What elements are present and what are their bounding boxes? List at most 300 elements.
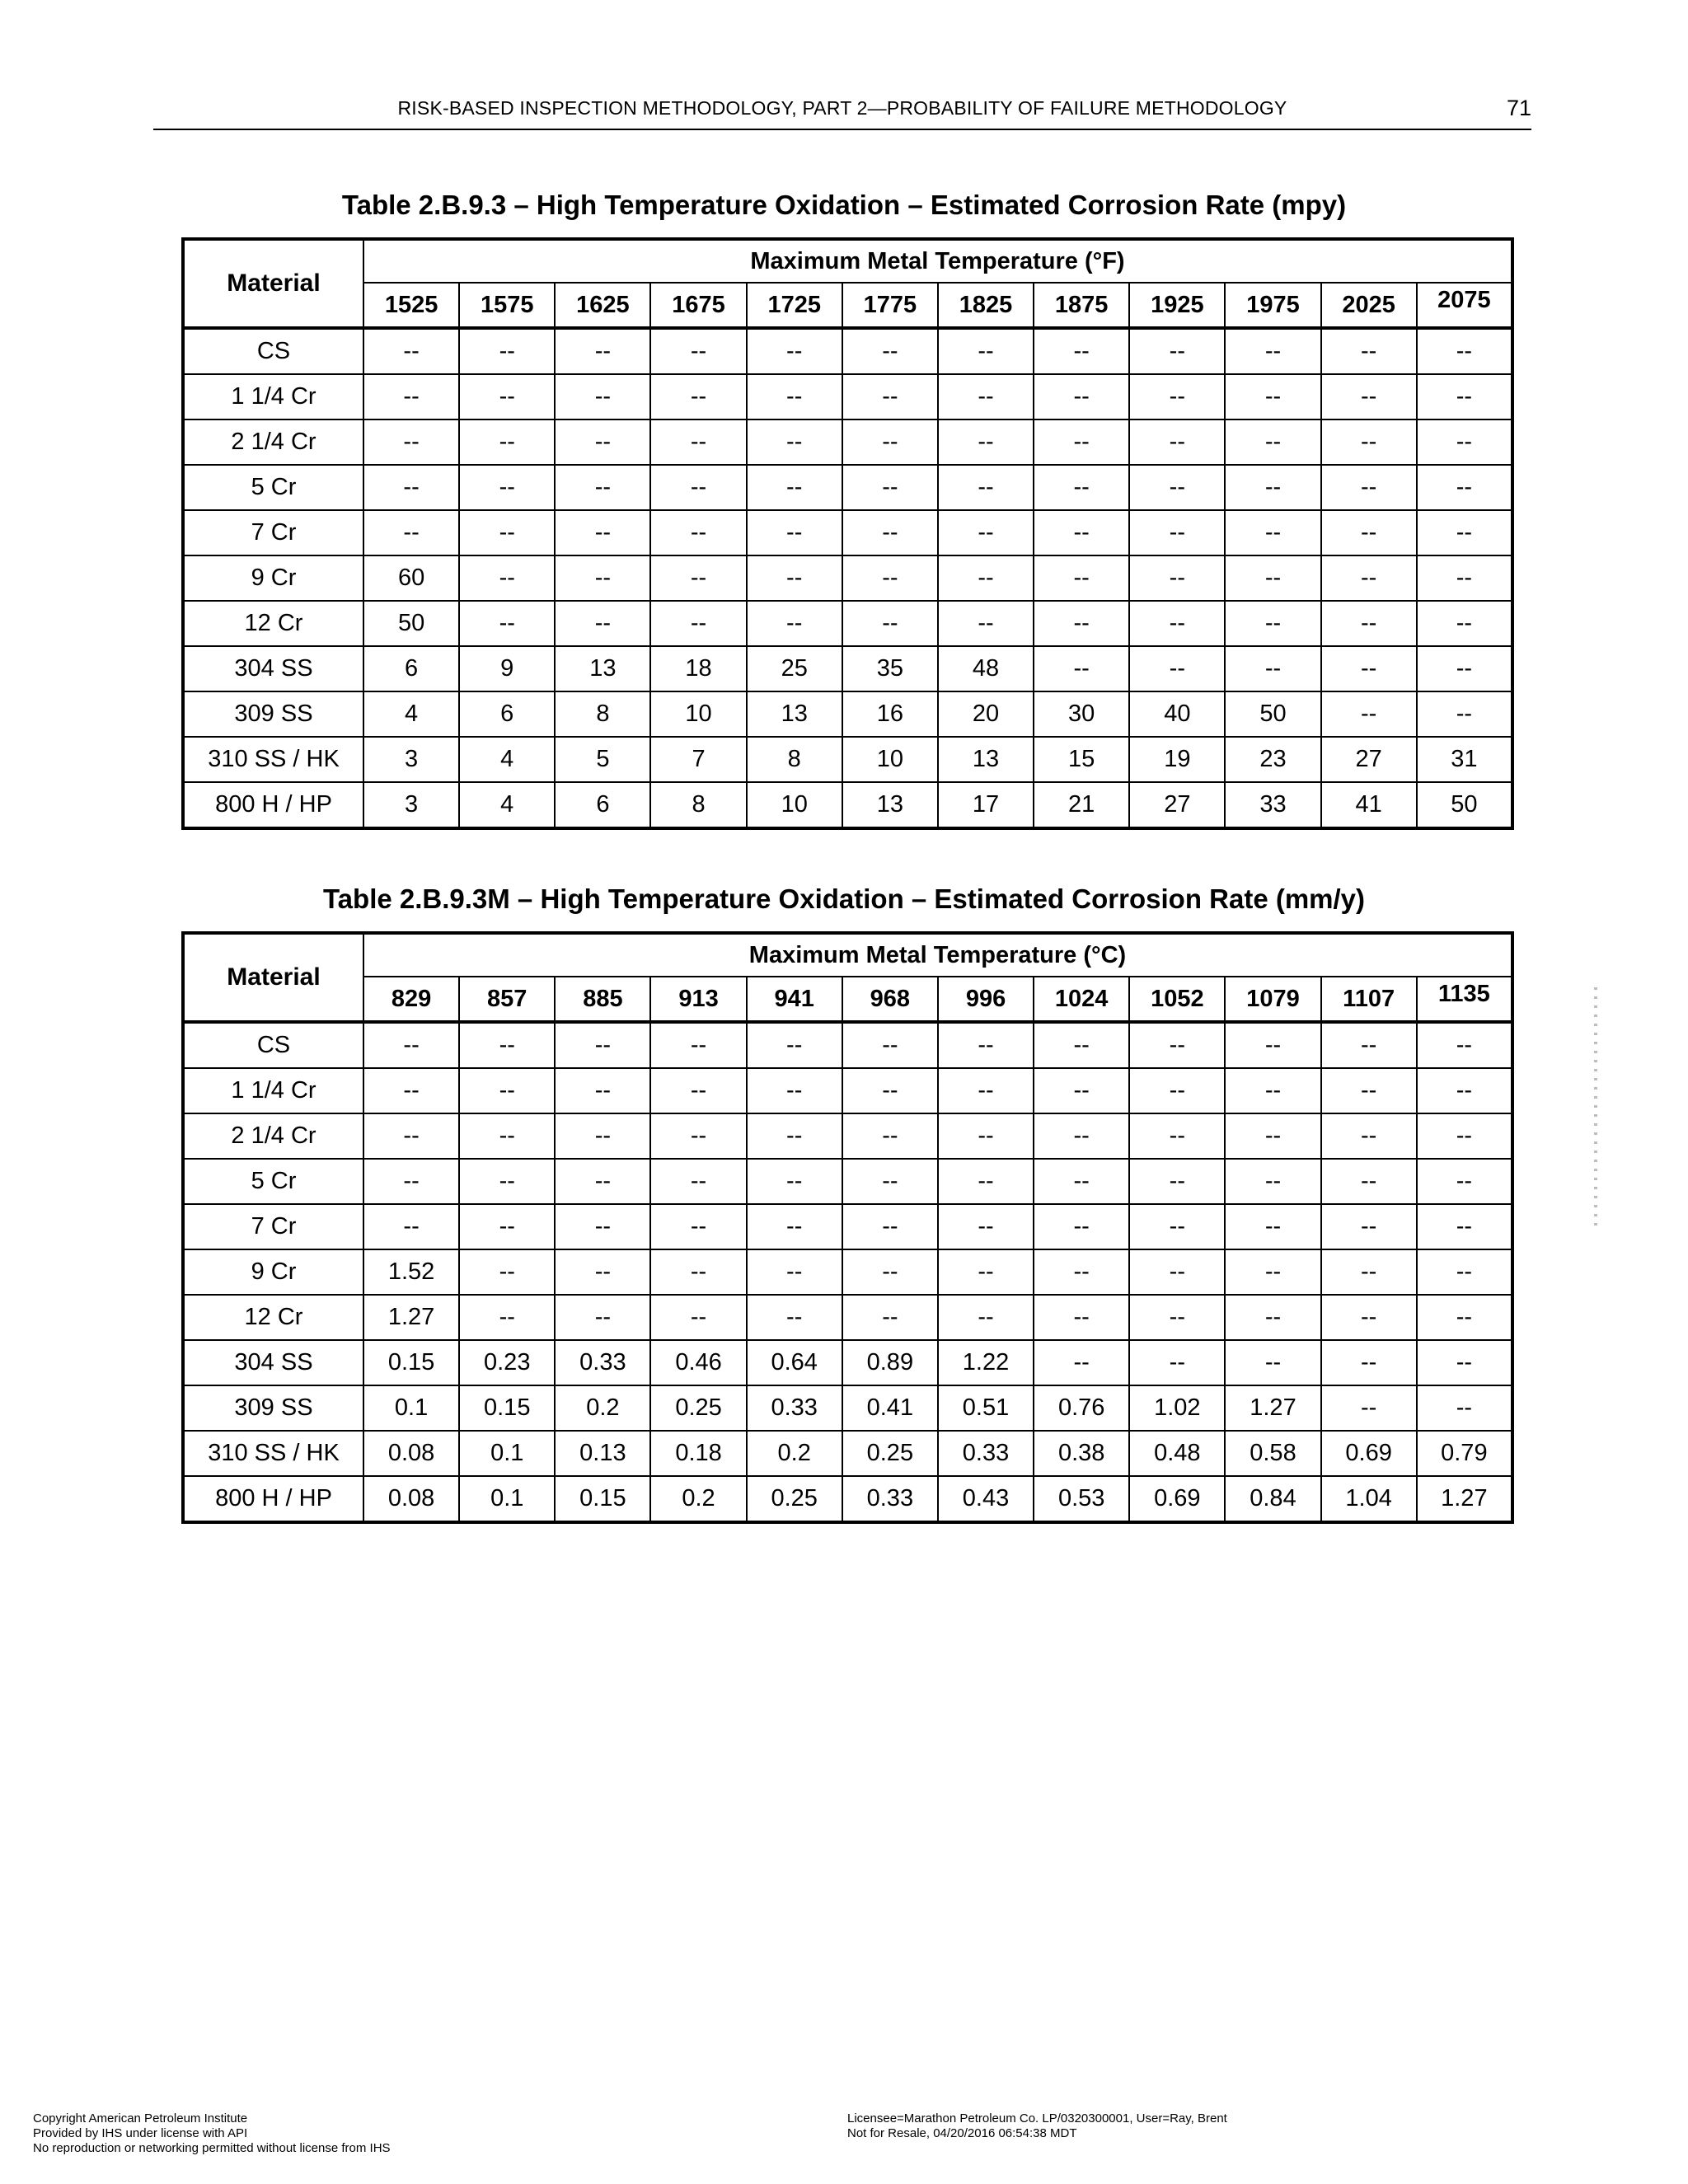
rate-cell: 13 <box>747 691 842 737</box>
temperature-header: 2075 <box>1417 283 1512 328</box>
rate-cell: 5 <box>555 737 650 782</box>
temperature-header: 1975 <box>1225 283 1320 328</box>
material-cell: 309 SS <box>183 1385 363 1431</box>
rate-cell: -- <box>1321 1340 1417 1385</box>
rate-cell: 1.27 <box>363 1295 459 1340</box>
rate-cell: -- <box>1321 601 1417 646</box>
rate-cell: -- <box>1034 646 1129 691</box>
rate-cell: -- <box>459 510 555 555</box>
rate-cell: 6 <box>363 646 459 691</box>
rate-cell: -- <box>459 1204 555 1249</box>
rate-cell: -- <box>938 1159 1034 1204</box>
rate-cell: -- <box>363 510 459 555</box>
rate-cell: -- <box>1321 1204 1417 1249</box>
material-cell: 309 SS <box>183 691 363 737</box>
material-cell: 304 SS <box>183 646 363 691</box>
rate-cell: -- <box>1417 1249 1512 1295</box>
temperature-header: 941 <box>747 977 842 1022</box>
rate-cell: 1.27 <box>1417 1476 1512 1522</box>
material-cell: 1 1/4 Cr <box>183 1068 363 1113</box>
rate-cell: -- <box>1225 1249 1320 1295</box>
rate-cell: -- <box>1417 601 1512 646</box>
rate-cell: -- <box>938 510 1034 555</box>
rate-cell: -- <box>1129 419 1225 465</box>
rate-cell: -- <box>555 601 650 646</box>
rate-cell: 23 <box>1225 737 1320 782</box>
rate-cell: -- <box>555 419 650 465</box>
rate-cell: -- <box>1417 555 1512 601</box>
rate-cell: 0.15 <box>459 1385 555 1431</box>
rate-cell: 1.52 <box>363 1249 459 1295</box>
rate-cell: -- <box>555 1249 650 1295</box>
rate-cell: -- <box>842 555 938 601</box>
rate-cell: -- <box>1321 465 1417 510</box>
table-row <box>183 646 1512 691</box>
footer-copyright <box>33 2111 391 2156</box>
rate-cell: -- <box>842 510 938 555</box>
rate-cell: 0.08 <box>363 1476 459 1522</box>
material-cell: 5 Cr <box>183 465 363 510</box>
table-row <box>183 1476 1512 1522</box>
rate-cell: -- <box>1417 691 1512 737</box>
rate-cell: -- <box>555 1022 650 1068</box>
rate-cell: -- <box>650 555 746 601</box>
rate-cell: -- <box>1321 1249 1417 1295</box>
rate-cell: 1.02 <box>1129 1385 1225 1431</box>
rate-cell: -- <box>650 510 746 555</box>
rate-cell: -- <box>938 1068 1034 1113</box>
rate-cell: 0.51 <box>938 1385 1034 1431</box>
page-number: 71 <box>1506 96 1531 120</box>
rate-cell: 0.48 <box>1129 1431 1225 1476</box>
rate-cell: -- <box>1129 1204 1225 1249</box>
temperature-header: 885 <box>555 977 650 1022</box>
rate-cell: -- <box>938 555 1034 601</box>
temperature-header: 1575 <box>459 283 555 328</box>
rate-cell: -- <box>1321 1295 1417 1340</box>
rate-cell: -- <box>555 465 650 510</box>
rate-cell: -- <box>555 1068 650 1113</box>
rate-cell: -- <box>1129 328 1225 374</box>
rate-cell: -- <box>650 465 746 510</box>
temperature-header: 1107 <box>1321 977 1417 1022</box>
rate-cell: -- <box>1034 1295 1129 1340</box>
temperature-header: 1675 <box>650 283 746 328</box>
rate-cell: 8 <box>747 737 842 782</box>
rate-cell: -- <box>650 601 746 646</box>
rate-cell: -- <box>555 1295 650 1340</box>
rate-cell: -- <box>1129 374 1225 419</box>
rate-cell: 10 <box>650 691 746 737</box>
table-row <box>183 1113 1512 1159</box>
temperature-header: 1024 <box>1034 977 1129 1022</box>
rate-cell: -- <box>1225 510 1320 555</box>
rate-cell: -- <box>555 1159 650 1204</box>
footer-license <box>847 2111 1227 2141</box>
rate-cell: -- <box>1225 1340 1320 1385</box>
rate-cell: -- <box>1417 1204 1512 1249</box>
material-cell: CS <box>183 328 363 374</box>
rate-cell: 6 <box>459 691 555 737</box>
rate-cell: -- <box>1225 555 1320 601</box>
rate-cell: 0.53 <box>1034 1476 1129 1522</box>
rate-cell: 3 <box>363 737 459 782</box>
rate-cell: -- <box>1417 1022 1512 1068</box>
rate-cell: -- <box>1129 1340 1225 1385</box>
rate-cell: 50 <box>1417 782 1512 828</box>
rate-cell: -- <box>842 1295 938 1340</box>
rate-cell: 0.2 <box>747 1431 842 1476</box>
rate-cell: -- <box>747 1204 842 1249</box>
rate-cell: -- <box>650 328 746 374</box>
rate-cell: 0.15 <box>555 1476 650 1522</box>
rate-cell: -- <box>555 1113 650 1159</box>
footer-line: No reproduction or networking permitted without license from IHS <box>33 2141 391 2155</box>
rate-cell: -- <box>1417 419 1512 465</box>
rate-cell: -- <box>1129 646 1225 691</box>
rate-cell: 0.84 <box>1225 1476 1320 1522</box>
temperature-group-header: Maximum Metal Temperature (°C) <box>363 933 1512 977</box>
rate-cell: 0.79 <box>1417 1431 1512 1476</box>
rate-cell: -- <box>1225 1159 1320 1204</box>
rate-cell: -- <box>1034 601 1129 646</box>
rate-cell: -- <box>1417 1159 1512 1204</box>
rate-cell: -- <box>650 1113 746 1159</box>
rate-cell: -- <box>1417 510 1512 555</box>
rate-cell: -- <box>842 1204 938 1249</box>
rate-cell: -- <box>459 1249 555 1295</box>
rate-cell: -- <box>1225 374 1320 419</box>
rate-cell: 10 <box>747 782 842 828</box>
table-caption-metric: Table 2.B.9.3M – High Temperature Oxidation – Estimated Corrosion Rate (mm/y) <box>322 883 1366 914</box>
rate-cell: 50 <box>363 601 459 646</box>
temperature-header: 2025 <box>1321 283 1417 328</box>
rate-cell: -- <box>1129 465 1225 510</box>
rate-cell: -- <box>842 1249 938 1295</box>
rate-cell: -- <box>1129 1022 1225 1068</box>
rate-cell: -- <box>363 328 459 374</box>
rate-cell: -- <box>1034 419 1129 465</box>
rate-cell: -- <box>459 601 555 646</box>
rate-cell: -- <box>650 419 746 465</box>
table-caption-imperial: Table 2.B.9.3 – High Temperature Oxidation – Estimated Corrosion Rate (mpy) <box>341 190 1347 220</box>
table-row <box>183 782 1512 828</box>
rate-cell: -- <box>938 419 1034 465</box>
rate-cell: -- <box>1321 691 1417 737</box>
table-row <box>183 1385 1512 1431</box>
table-row <box>183 737 1512 782</box>
rate-cell: 0.25 <box>650 1385 746 1431</box>
material-cell: 800 H / HP <box>183 1476 363 1522</box>
rate-cell: 0.69 <box>1321 1431 1417 1476</box>
temperature-header: 1875 <box>1034 283 1129 328</box>
rate-cell: -- <box>1321 328 1417 374</box>
rate-cell: 4 <box>363 691 459 737</box>
material-cell: 2 1/4 Cr <box>183 1113 363 1159</box>
rate-cell: -- <box>747 1159 842 1204</box>
table-row <box>183 601 1512 646</box>
rate-cell: -- <box>459 1159 555 1204</box>
table-row <box>183 1159 1512 1204</box>
rate-cell: -- <box>650 1159 746 1204</box>
rate-cell: -- <box>555 1204 650 1249</box>
rate-cell: -- <box>555 374 650 419</box>
material-cell: 800 H / HP <box>183 782 363 828</box>
rate-cell: 15 <box>1034 737 1129 782</box>
rate-cell: -- <box>842 601 938 646</box>
rate-cell: -- <box>1225 601 1320 646</box>
rate-cell: -- <box>938 1113 1034 1159</box>
running-header <box>153 97 1531 130</box>
rate-cell: 40 <box>1129 691 1225 737</box>
rate-cell: 25 <box>747 646 842 691</box>
rate-cell: 27 <box>1321 737 1417 782</box>
footer-line: Licensee=Marathon Petroleum Co. LP/0320300001, User=Ray, Brent <box>847 2111 1227 2125</box>
temperature-header: 829 <box>363 977 459 1022</box>
rate-cell: 0.76 <box>1034 1385 1129 1431</box>
rate-cell: -- <box>459 465 555 510</box>
rate-cell: -- <box>1225 646 1320 691</box>
material-header: Material <box>183 933 363 1022</box>
rate-cell: -- <box>1034 465 1129 510</box>
rate-cell: -- <box>1321 1159 1417 1204</box>
rate-cell: -- <box>1034 1159 1129 1204</box>
table-row <box>183 1022 1512 1068</box>
rate-cell: -- <box>938 374 1034 419</box>
rate-cell: 16 <box>842 691 938 737</box>
rate-cell: -- <box>1417 1340 1512 1385</box>
rate-cell: -- <box>363 1068 459 1113</box>
rate-cell: -- <box>1034 1249 1129 1295</box>
rate-cell: -- <box>363 419 459 465</box>
rate-cell: -- <box>1034 1022 1129 1068</box>
rate-cell: -- <box>1417 1068 1512 1113</box>
temperature-header: 1775 <box>842 283 938 328</box>
rate-cell: 0.1 <box>459 1431 555 1476</box>
rate-cell: -- <box>1034 1340 1129 1385</box>
material-header: Material <box>183 239 363 328</box>
rate-cell: 3 <box>363 782 459 828</box>
rate-cell: 13 <box>842 782 938 828</box>
rate-cell: 0.15 <box>363 1340 459 1385</box>
rate-cell: 0.38 <box>1034 1431 1129 1476</box>
rate-cell: -- <box>1417 1113 1512 1159</box>
rate-cell: -- <box>1225 419 1320 465</box>
rate-cell: -- <box>363 374 459 419</box>
rate-cell: -- <box>363 1204 459 1249</box>
rate-cell: -- <box>1321 646 1417 691</box>
rate-cell: 4 <box>459 737 555 782</box>
material-cell: 9 Cr <box>183 1249 363 1295</box>
rate-cell: 0.46 <box>650 1340 746 1385</box>
corrosion-rate-table-mpy <box>181 237 1514 830</box>
rate-cell: 0.69 <box>1129 1476 1225 1522</box>
temperature-header: 1925 <box>1129 283 1225 328</box>
temperature-header: 968 <box>842 977 938 1022</box>
rate-cell: -- <box>938 1204 1034 1249</box>
rate-cell: -- <box>747 1068 842 1113</box>
rate-cell: -- <box>1417 1295 1512 1340</box>
rate-cell: -- <box>459 1113 555 1159</box>
rate-cell: 9 <box>459 646 555 691</box>
rate-cell: -- <box>938 601 1034 646</box>
rate-cell: 0.58 <box>1225 1431 1320 1476</box>
rate-cell: -- <box>650 1249 746 1295</box>
rate-cell: 13 <box>938 737 1034 782</box>
rate-cell: 0.89 <box>842 1340 938 1385</box>
rate-cell: -- <box>1321 510 1417 555</box>
rate-cell: -- <box>650 374 746 419</box>
rate-cell: -- <box>1321 1022 1417 1068</box>
rate-cell: 0.1 <box>459 1476 555 1522</box>
table-row <box>183 1431 1512 1476</box>
rate-cell: -- <box>1034 374 1129 419</box>
rate-cell: -- <box>1321 1068 1417 1113</box>
rate-cell: -- <box>842 1022 938 1068</box>
material-cell: 12 Cr <box>183 1295 363 1340</box>
material-cell: 9 Cr <box>183 555 363 601</box>
temperature-header: 1825 <box>938 283 1034 328</box>
rate-cell: -- <box>842 465 938 510</box>
table-row <box>183 691 1512 737</box>
rate-cell: 0.25 <box>842 1431 938 1476</box>
rate-cell: -- <box>747 1113 842 1159</box>
rate-cell: 6 <box>555 782 650 828</box>
temperature-header: 996 <box>938 977 1034 1022</box>
rate-cell: -- <box>938 465 1034 510</box>
rate-cell: -- <box>938 1249 1034 1295</box>
rate-cell: -- <box>747 465 842 510</box>
rate-cell: -- <box>1225 328 1320 374</box>
rate-cell: -- <box>1034 328 1129 374</box>
rate-cell: -- <box>842 374 938 419</box>
rate-cell: -- <box>363 1113 459 1159</box>
table-row <box>183 328 1512 374</box>
rate-cell: 0.23 <box>459 1340 555 1385</box>
material-cell: 12 Cr <box>183 601 363 646</box>
rate-cell: -- <box>1034 555 1129 601</box>
rate-cell: -- <box>1417 646 1512 691</box>
rate-cell: 35 <box>842 646 938 691</box>
rate-cell: 1.04 <box>1321 1476 1417 1522</box>
rate-cell: -- <box>1129 1249 1225 1295</box>
rate-cell: -- <box>747 419 842 465</box>
temperature-header: 1625 <box>555 283 650 328</box>
temperature-header: 913 <box>650 977 746 1022</box>
rate-cell: 0.33 <box>938 1431 1034 1476</box>
rate-cell: -- <box>1034 510 1129 555</box>
rate-cell: -- <box>459 1295 555 1340</box>
table-row <box>183 374 1512 419</box>
rate-cell: -- <box>1321 1113 1417 1159</box>
rate-cell: 19 <box>1129 737 1225 782</box>
temperature-header: 1135 <box>1417 977 1512 1022</box>
rate-cell: -- <box>747 1295 842 1340</box>
rate-cell: 0.08 <box>363 1431 459 1476</box>
rate-cell: -- <box>363 1022 459 1068</box>
rate-cell: 0.43 <box>938 1476 1034 1522</box>
rate-cell: -- <box>459 1068 555 1113</box>
rate-cell: -- <box>1225 1113 1320 1159</box>
rate-cell: -- <box>650 1295 746 1340</box>
rate-cell: 0.2 <box>650 1476 746 1522</box>
rate-cell: -- <box>1034 1113 1129 1159</box>
rate-cell: -- <box>842 419 938 465</box>
rate-cell: 1.27 <box>1225 1385 1320 1431</box>
material-cell: 2 1/4 Cr <box>183 419 363 465</box>
rate-cell: -- <box>1129 510 1225 555</box>
rate-cell: -- <box>842 1068 938 1113</box>
rate-cell: 7 <box>650 737 746 782</box>
rate-cell: -- <box>459 374 555 419</box>
material-cell: 5 Cr <box>183 1159 363 1204</box>
table-row <box>183 1295 1512 1340</box>
rate-cell: 0.41 <box>842 1385 938 1431</box>
rate-cell: 27 <box>1129 782 1225 828</box>
rate-cell: -- <box>1225 1022 1320 1068</box>
table-row <box>183 1340 1512 1385</box>
rate-cell: -- <box>747 1249 842 1295</box>
rate-cell: -- <box>842 1113 938 1159</box>
rate-cell: 18 <box>650 646 746 691</box>
rate-cell: -- <box>1321 555 1417 601</box>
rate-cell: -- <box>1417 1385 1512 1431</box>
rate-cell: -- <box>1129 1295 1225 1340</box>
material-cell: 304 SS <box>183 1340 363 1385</box>
table-row <box>183 419 1512 465</box>
table-row <box>183 510 1512 555</box>
rate-cell: -- <box>747 374 842 419</box>
rate-cell: -- <box>1417 328 1512 374</box>
rate-cell: 48 <box>938 646 1034 691</box>
temperature-header: 1079 <box>1225 977 1320 1022</box>
rate-cell: 31 <box>1417 737 1512 782</box>
rate-cell: -- <box>459 1022 555 1068</box>
rate-cell: 0.64 <box>747 1340 842 1385</box>
rate-cell: -- <box>555 510 650 555</box>
temperature-header: 1525 <box>363 283 459 328</box>
rate-cell: -- <box>1225 1204 1320 1249</box>
rate-cell: 50 <box>1225 691 1320 737</box>
footer-line: Copyright American Petroleum Institute <box>33 2111 248 2125</box>
rate-cell: -- <box>650 1204 746 1249</box>
rate-cell: -- <box>459 419 555 465</box>
rate-cell: -- <box>842 1159 938 1204</box>
temperature-header: 1052 <box>1129 977 1225 1022</box>
footer-line: Not for Resale, 04/20/2016 06:54:38 MDT <box>847 2126 1077 2140</box>
table-row <box>183 1249 1512 1295</box>
rate-cell: 0.33 <box>555 1340 650 1385</box>
rate-cell: -- <box>1417 374 1512 419</box>
temperature-header: 857 <box>459 977 555 1022</box>
rate-cell: 8 <box>555 691 650 737</box>
rate-cell: 0.13 <box>555 1431 650 1476</box>
rate-cell: 0.1 <box>363 1385 459 1431</box>
rate-cell: -- <box>1225 1295 1320 1340</box>
rate-cell: 0.33 <box>747 1385 842 1431</box>
rate-cell: -- <box>555 555 650 601</box>
rate-cell: -- <box>842 328 938 374</box>
rate-cell: -- <box>747 1022 842 1068</box>
rate-cell: 13 <box>555 646 650 691</box>
rate-cell: -- <box>747 601 842 646</box>
material-cell: 310 SS / HK <box>183 1431 363 1476</box>
rate-cell: -- <box>363 1159 459 1204</box>
rate-cell: -- <box>650 1068 746 1113</box>
rate-cell: -- <box>747 328 842 374</box>
rate-cell: -- <box>650 1022 746 1068</box>
rate-cell: -- <box>938 1295 1034 1340</box>
